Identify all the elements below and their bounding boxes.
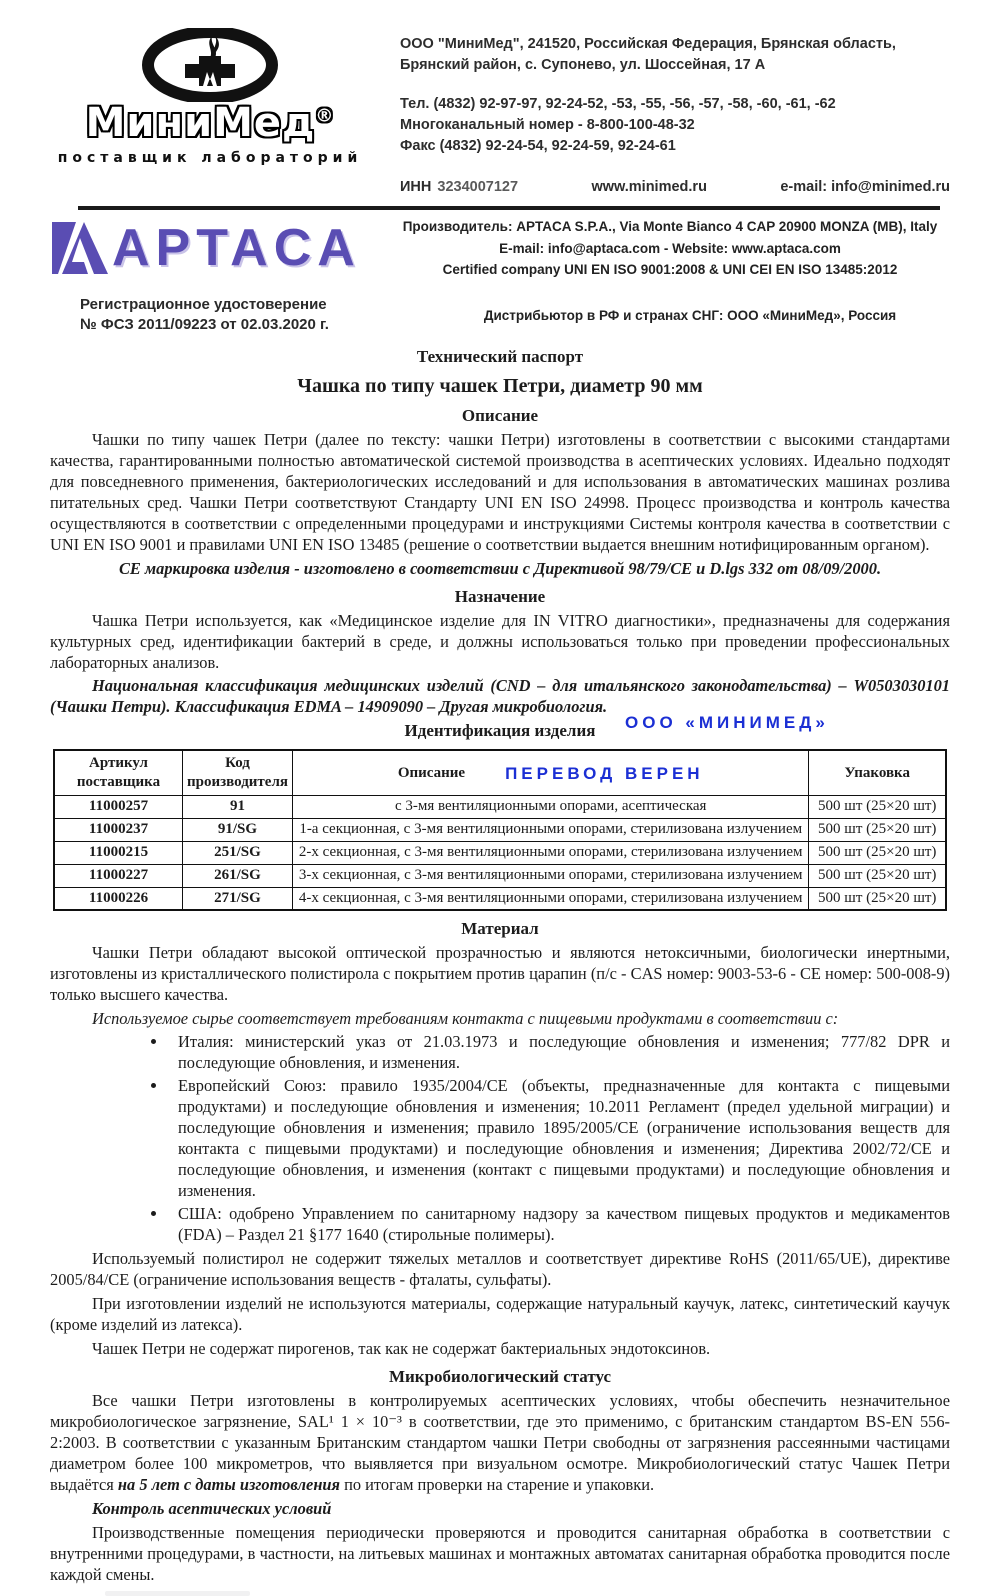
address-line-1: ООО "МиниМед", 241520, Российская Федерация, Брянская область, (400, 36, 896, 52)
section-heading-microbiology: Микробиологический статус (388, 1367, 612, 1387)
cell-article: 11000257 (54, 795, 182, 818)
table-row (54, 795, 946, 818)
table-row (54, 887, 946, 910)
list-item: • Европейский Союз: правило 1935/2004/СЕ (объекты, предназначенные для контакта с пищевыми продуктами) и последующие обновления и изменения; 10.2011 Регламент (предел удельной миграции) и последующие обновления и изменения; правило 1895/2005/СЕ (ограничение использования веществ для контакта с пищевыми продуктами) и последующие обновления и изменения; Директива 2002/72/СЕ и последующие обновления, и изменения (контакт с пищевыми продуктами) и последующие обновления и изменения. (168, 1075, 950, 1201)
faded-footnote-artifact (105, 1591, 250, 1596)
table-row (54, 864, 946, 887)
brand-text: МиниМед (85, 100, 316, 146)
aptaca-wordmark: APTACA (112, 219, 361, 278)
table-body (54, 795, 946, 910)
purpose-paragraph: Чашка Петри используется, как «Медицинское изделие для IN VITRO диагностики», предназначены для содержания культурных сред, идентификации бактерий в среде, и должны использоваться только при проведении профессиональных лабораторных анализов. (50, 611, 950, 673)
col-header-packaging: Упаковка (809, 750, 946, 795)
cell-packaging: 500 шт (25×20 шт) (809, 795, 946, 818)
document-type: Технический паспорт (416, 347, 584, 367)
phone-line: Тел. (4832) 92-97-97, 92-24-52, -53, -55, -56, -57, -58, -60, -61, -62 (400, 96, 836, 113)
table-header (54, 750, 946, 795)
section-heading-identification: Идентификация изделия (404, 721, 596, 741)
list-item: • США: одобрено Управлением по санитарному надзору за качеством пищевых продуктов и медикаментов (FDA) – Раздел 21 §177 1640 (стирольные полимеры). (168, 1203, 950, 1245)
multichannel-line: Многоканальный номер - 8-800-100-48-32 (400, 117, 695, 134)
list-item: • Италия: министерский указ от 21.03.1973 и последующие обновления и изменения; 777/82 DPR и последующие обновления, и изменения. (168, 1031, 950, 1073)
col-header-description-label: Описание (397, 764, 466, 781)
cell-article: 11000215 (54, 841, 182, 864)
cell-packaging: 500 шт (25×20 шт) (809, 841, 946, 864)
cell-code: 271/SG (182, 887, 292, 910)
description-paragraph: Чашки по типу чашек Петри (далее по тексту: чашки Петри) изготовлены в соответствии с высокими стандартами качества, гарантированными полностью автоматической системой производства в асептических условиях. Идеально подходят для повседневного применения, бактериологических исследований и для использования в автоматических машинах розлива питательных сред. Чашки Петри соответствуют Стандарту UNI EN ISO 24998. Процесс производства и контроль качества осуществляются в соответствии с определенными процедурами и инструкциями Системы контроля качества в соответствии с UNI EN ISO 9001 и правилами UNI EN ISO 13485 (решение о соответствии выдается внешним нотифицированным органом). (50, 430, 950, 555)
registration-line-2: № ФСЗ 2011/09223 от 02.03.2020 г. (80, 316, 329, 334)
email: e-mail: info@minimed.ru (780, 179, 950, 196)
cell-article: 11000237 (54, 818, 182, 841)
microbiology-validity-emphasis: на 5 лет с даты изготовления (117, 1475, 340, 1495)
cell-article: 11000227 (54, 864, 182, 887)
col-header-description (292, 750, 808, 795)
cell-code: 91 (182, 795, 292, 818)
classification-paragraph: Национальная классификация медицинских изделий (CND – для итальянского законодательства) – W0503030101 (Чашки Петри). Классификация EDMA – 14909090 – Другая микробиология. (50, 676, 950, 717)
aseptic-control-heading: Контроль асептических условий (92, 1499, 332, 1519)
cell-packaging: 500 шт (25×20 шт) (809, 818, 946, 841)
ce-marking-note: СЕ маркировка изделия - изготовлено в соответствии с Директивой 98/79/СЕ и D.lgs 332 от 08/09/2000. (118, 559, 882, 579)
fax-line: Факс (4832) 92-24-54, 92-24-59, 92-24-61 (400, 138, 676, 155)
contact-info (370, 26, 950, 198)
page-title: Чашка по типу чашек Петри, диаметр 90 мм (297, 375, 703, 398)
col-header-code: Код производителя (182, 750, 292, 795)
manufacturer-line-2: E-mail: info@aptaca.com - Website: www.aptaca.com (499, 240, 841, 256)
inn-label: ИНН (400, 179, 432, 196)
minimed-emblem-icon (141, 28, 279, 102)
microbiology-text-2: по итогам проверки на старение и упаковки. (340, 1475, 655, 1495)
cell-description: 4-х секционная, с 3-мя вентиляционными опорами, стерилизована излучением (292, 887, 808, 910)
address-line-2: Брянский район, с. Супонево, ул. Шоссейная, 17 А (400, 57, 766, 74)
brand-name (50, 102, 370, 144)
material-paragraph-4: Чашек Петри не содержат пирогенов, так как не содержат бактериальных эндотоксинов. (92, 1339, 711, 1359)
registration-row (50, 295, 950, 336)
company-address (400, 34, 950, 76)
material-paragraph-2: Используемый полистирол не содержит тяжелых металлов и соответствует директиве RoHS (2011/65/UE), директиве 2005/84/СЕ (ограничение использования веществ - фталаты, сульфаты). (50, 1249, 950, 1290)
material-bullet-list (150, 1031, 950, 1245)
cell-description: 2-х секционная, с 3-мя вентиляционными опорами, стерилизована излучением (292, 841, 808, 864)
website: www.minimed.ru (591, 179, 707, 196)
cell-description: 3-х секционная, с 3-мя вентиляционными опорами, стерилизована излучением (292, 864, 808, 887)
table-row (54, 818, 946, 841)
identification-table (53, 749, 947, 911)
section-heading-purpose: Назначение (454, 587, 546, 607)
manufacturer-line-1: Производитель: APTACA S.P.A., Via Monte Bianco 4 CAP 20900 MONZA (MB), Italy (402, 219, 938, 235)
aptaca-mark-icon (50, 220, 112, 276)
registration-certificate (50, 295, 430, 336)
registered-trademark-icon: ® (315, 105, 335, 127)
brand-tagline: поставщик лабораторий (57, 150, 363, 166)
table-row (54, 841, 946, 864)
material-paragraph-1: Чашки Петри обладают высокой оптической прозрачностью и являются нетоксичными, биологически инертными, изготовлены из кристаллического полистирола с покрытием против царапин (п/с - CAS номер: 9003-53-6 - СЕ номер: 500-008-9) только высшего качества. (50, 943, 950, 1005)
cell-article: 11000226 (54, 887, 182, 910)
manufacturer-line-3: Certified company UNI EN ISO 9001:2008 & UNI CEI EN ISO 13485:2012 (442, 262, 898, 278)
cell-description: с 3-мя вентиляционными опорами, асептическая (292, 795, 808, 818)
aseptic-control-paragraph: Производственные помещения периодически проверяются и проводится санитарная обработка в соответствии с внутренними процедурами, в частности, на литьевых машинах и монтажных автоматах санитарная обработка проводится после каждой смены. (50, 1523, 950, 1585)
microbiology-text-1: Все чашки Петри изготовлены в контролируемых асептических условиях, чтобы обеспечить незначительное микробиологическое загрязнение, SAL¹ 1 × 10⁻³ в соответствии, где это применимо, с британским стандартом BS-EN 556-2:2003. В соответствии с указанным Британским стандартом чашки Петри свободны от загрязнения рассеянными частицами диаметром более 100 микрометров, что выявляется при визуальном осмотре. Микробиологический статус Чашек Петри выдаётся (50, 1391, 950, 1495)
section-heading-description: Описание (461, 406, 539, 426)
letterhead (50, 26, 950, 198)
cell-code: 251/SG (182, 841, 292, 864)
manufacturer-row (50, 216, 950, 281)
material-italic-intro: Используемое сырье соответствует требованиям контакта с пищевыми продуктами в соответствии с: (92, 1009, 839, 1029)
identification-heading-row (50, 713, 950, 747)
col-header-article: Артикул поставщика (54, 750, 182, 795)
company-stamp: ООО «МИНИМЕД» (625, 713, 829, 733)
cell-packaging: 500 шт (25×20 шт) (809, 864, 946, 887)
cell-code: 91/SG (182, 818, 292, 841)
material-paragraph-3: При изготовлении изделий не используются материалы, содержащие натуральный каучук, латекс, синтетический каучук (кроме изделий из латекса). (50, 1294, 950, 1335)
microbiology-paragraph (50, 1390, 950, 1495)
section-heading-material: Материал (461, 919, 539, 939)
header-separator (78, 206, 940, 210)
cell-packaging: 500 шт (25×20 шт) (809, 887, 946, 910)
manufacturer-info (390, 216, 950, 281)
minimed-logo (50, 26, 370, 166)
registration-line-1: Регистрационное удостоверение (80, 295, 327, 313)
cell-code: 261/SG (182, 864, 292, 887)
cell-description: 1-а секционная, с 3-мя вентиляционными опорами, стерилизована излучением (292, 818, 808, 841)
translation-stamp: ПЕРЕВОД ВЕРЕН (505, 763, 704, 783)
inn-row (400, 177, 950, 198)
aptaca-logo (50, 220, 390, 276)
distributor-line: Дистрибьютор в РФ и странах СНГ: ООО «МиниМед», Россия (483, 307, 897, 323)
inn (400, 177, 518, 198)
inn-value: 3234007127 (437, 179, 519, 196)
table-header-row (54, 750, 946, 795)
